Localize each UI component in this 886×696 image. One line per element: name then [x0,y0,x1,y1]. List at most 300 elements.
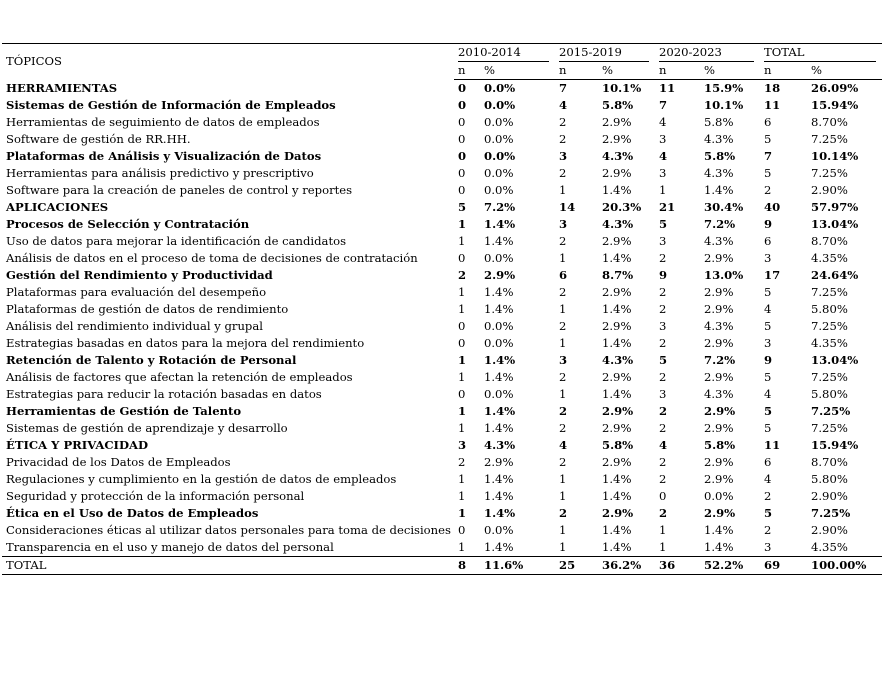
percent-cell: 1.4% [484,285,514,299]
percent-cell: 1.4% [484,234,514,248]
count-cell: 0 [458,132,466,146]
count-cell: 3 [764,336,772,350]
sub-header: n [655,62,700,80]
percent-cell: 7.2% [704,217,736,231]
count-cell: 21 [659,200,676,214]
count-cell: 7 [764,149,773,163]
count-cell: 1 [559,183,567,197]
count-cell: 4 [659,149,668,163]
row-label: Ética en el Uso de Datos de Empleados [6,506,259,520]
percent-cell: 5.80% [811,387,848,401]
percent-cell: 7.2% [704,353,736,367]
count-cell: 1 [458,506,467,520]
count-cell: 3 [559,149,568,163]
percent-cell: 2.9% [602,234,632,248]
percent-cell: 10.14% [811,149,859,163]
count-cell: 1 [559,523,567,537]
count-cell: 1 [559,489,567,503]
percent-cell: 4.3% [704,132,734,146]
percent-cell: 7.25% [811,404,851,418]
count-cell: 40 [764,200,781,214]
count-cell: 9 [764,217,773,231]
percent-cell: 15.94% [811,98,859,112]
percent-cell: 2.9% [602,370,632,384]
percent-cell: 7.25% [811,319,848,333]
count-cell: 5 [764,370,772,384]
percent-cell: 1.4% [484,370,514,384]
table-row [2,454,882,471]
count-cell: 2 [659,336,667,350]
count-cell: 2 [559,455,567,469]
count-cell: 0 [458,183,466,197]
count-cell: 2 [559,115,567,129]
percent-cell: 13.04% [811,217,859,231]
percent-cell: 2.9% [602,506,634,520]
percent-cell: 4.3% [602,217,634,231]
percent-cell: 4.3% [704,387,734,401]
count-cell: 3 [559,217,568,231]
count-cell: 7 [559,81,568,95]
count-cell: 69 [760,557,807,575]
count-cell: 2 [559,132,567,146]
percent-cell: 0.0% [484,132,514,146]
percent-cell: 2.9% [704,302,734,316]
count-cell: 2 [559,285,567,299]
percent-cell: 2.9% [602,319,632,333]
percent-cell: 1.4% [602,387,632,401]
percent-cell: 2.9% [704,421,734,435]
percent-cell: 2.9% [704,370,734,384]
count-cell: 1 [458,540,466,554]
percent-cell: 2.90% [811,489,848,503]
row-label: Software de gestión de RR.HH. [6,132,191,146]
row-label: Uso de datos para mejorar la identificación de candidatos [6,234,347,248]
percent-cell: 5.80% [811,302,848,316]
percent-cell: 13.0% [704,268,744,282]
percent-cell: 7.25% [811,370,848,384]
count-cell: 5 [764,166,772,180]
percent-cell: 0.0% [484,251,514,265]
count-cell: 2 [659,302,667,316]
percent-cell: 1.4% [602,183,632,197]
count-cell: 1 [559,302,567,316]
percent-cell: 1.4% [704,540,734,554]
table-row [2,522,882,539]
row-label: Gestión del Rendimiento y Productividad [6,268,273,282]
sub-header: n [760,62,807,80]
count-cell: 3 [659,319,667,333]
percent-cell: 26.09% [811,81,859,95]
count-cell: 11 [659,81,676,95]
percent-cell: 7.25% [811,132,848,146]
percent-cell: 2.9% [704,251,734,265]
count-cell: 0 [458,166,466,180]
row-label: Herramientas para análisis predictivo y prescriptivo [6,166,314,180]
count-cell: 0 [659,489,667,503]
count-cell: 18 [764,81,781,95]
percent-cell: 1.4% [602,336,632,350]
count-cell: 4 [659,115,667,129]
count-cell: 2 [659,506,668,520]
table-row [2,539,882,557]
percent-cell: 2.9% [602,115,632,129]
row-label: Seguridad y protección de la información personal [6,489,305,503]
percent-cell: 4.3% [704,234,734,248]
table-row [2,471,882,488]
count-cell: 3 [764,251,772,265]
count-cell: 2 [559,421,567,435]
percent-cell: 0.0% [484,115,514,129]
category-row [2,97,882,114]
percent-cell: 2.9% [704,285,734,299]
count-cell: 9 [659,268,668,282]
header-row-groups [2,44,882,63]
percent-cell: 0.0% [704,489,734,503]
count-cell: 3 [659,166,667,180]
percent-cell: 0.0% [484,183,514,197]
count-cell: 2 [559,234,567,248]
percent-cell: 2.9% [704,506,736,520]
count-cell: 0 [458,149,467,163]
category-row [2,437,882,454]
count-cell: 5 [659,353,668,367]
percent-cell: 0.0% [484,149,516,163]
count-cell: 2 [659,404,668,418]
count-cell: 1 [458,472,466,486]
count-cell: 8 [454,557,480,575]
percent-cell: 8.7% [602,268,634,282]
count-cell: 11 [764,98,781,112]
percent-cell: 20.3% [602,200,642,214]
table-row [2,165,882,182]
row-label: Sistemas de Gestión de Información de Empleados [6,98,336,112]
percent-cell: 4.3% [602,353,634,367]
table-row [2,182,882,199]
count-cell: 0 [458,319,466,333]
row-label: Software para la creación de paneles de control y reportes [6,183,353,197]
count-cell: 2 [764,523,772,537]
count-cell: 17 [764,268,781,282]
table-body [2,80,882,575]
topics-table [2,43,882,575]
count-cell: 5 [764,421,772,435]
percent-cell: 2.90% [811,523,848,537]
count-cell: 2 [659,455,667,469]
row-label: Análisis de factores que afectan la retención de empleados [6,370,353,384]
count-cell: 0 [458,387,466,401]
count-cell: 3 [659,387,667,401]
count-cell: 2 [764,183,772,197]
count-cell: 6 [559,268,568,282]
row-label: Consideraciones éticas al utilizar datos personales para toma de decisiones [6,523,451,537]
period-header-2020-2023: 2020-2023 [655,44,760,63]
row-label: ÉTICA Y PRIVACIDAD [6,438,149,452]
row-label: Retención de Talento y Rotación de Personal [6,353,297,367]
percent-cell: 0.0% [484,319,514,333]
count-cell: 1 [559,472,567,486]
row-label: Herramientas de Gestión de Talento [6,404,242,418]
count-cell: 6 [764,234,772,248]
row-label: TOTAL [2,557,454,575]
count-cell: 1 [559,251,567,265]
category-row [2,199,882,216]
percent-cell: 8.70% [811,115,848,129]
row-label: Privacidad de los Datos de Empleados [6,455,231,469]
sub-header: n [555,62,598,80]
count-cell: 5 [458,200,467,214]
percent-cell: 57.97% [811,200,859,214]
percent-cell: 0.0% [484,387,514,401]
table-row [2,369,882,386]
percent-cell: 5.8% [602,438,634,452]
percent-cell: 13.04% [811,353,859,367]
percent-cell: 30.4% [704,200,744,214]
percent-cell: 1.4% [704,523,734,537]
count-cell: 2 [559,319,567,333]
percent-cell: 15.9% [704,81,744,95]
percent-cell: 1.4% [602,540,632,554]
table-row [2,420,882,437]
percent-cell: 4.35% [811,336,848,350]
row-label: Análisis del rendimiento individual y grupal [6,319,263,333]
sub-header: % [480,62,555,80]
percent-cell: 100.00% [807,557,882,575]
count-cell: 2 [659,285,667,299]
count-cell: 1 [659,540,667,554]
sub-header: % [807,62,882,80]
count-cell: 5 [764,132,772,146]
percent-cell: 0.0% [484,336,514,350]
percent-cell: 4.3% [602,149,634,163]
percent-cell: 1.4% [484,489,514,503]
percent-cell: 11.6% [480,557,555,575]
category-row [2,80,882,98]
percent-cell: 7.25% [811,285,848,299]
count-cell: 3 [659,132,667,146]
count-cell: 1 [458,404,467,418]
count-cell: 1 [458,370,466,384]
percent-cell: 52.2% [700,557,760,575]
table-row [2,335,882,352]
count-cell: 2 [659,251,667,265]
percent-cell: 2.9% [602,166,632,180]
count-cell: 4 [559,98,568,112]
count-cell: 5 [764,404,773,418]
table-row [2,284,882,301]
count-cell: 5 [764,285,772,299]
percent-cell: 1.4% [484,506,516,520]
percent-cell: 2.9% [484,455,514,469]
count-cell: 4 [559,438,568,452]
percent-cell: 1.4% [484,302,514,316]
percent-cell: 2.9% [704,455,734,469]
percent-cell: 1.4% [484,353,516,367]
count-cell: 2 [559,506,568,520]
percent-cell: 1.4% [484,421,514,435]
count-cell: 5 [764,506,773,520]
count-cell: 2 [559,166,567,180]
count-cell: 2 [559,370,567,384]
percent-cell: 1.4% [602,472,632,486]
count-cell: 1 [659,183,667,197]
count-cell: 2 [559,404,568,418]
count-cell: 0 [458,523,466,537]
category-row [2,267,882,284]
count-cell: 25 [555,557,598,575]
percent-cell: 4.3% [704,166,734,180]
count-cell: 3 [458,438,467,452]
sub-header: % [598,62,655,80]
percent-cell: 1.4% [602,251,632,265]
row-label: Plataformas para evaluación del desempeño [6,285,267,299]
row-label: Transparencia en el uso y manejo de datos del personal [6,540,334,554]
percent-cell: 8.70% [811,455,848,469]
category-row [2,216,882,233]
percent-cell: 2.9% [704,336,734,350]
percent-cell: 7.25% [811,506,851,520]
count-cell: 1 [659,523,667,537]
table-row [2,114,882,131]
percent-cell: 0.0% [484,98,516,112]
category-row [2,148,882,165]
count-cell: 4 [659,438,668,452]
count-cell: 36 [655,557,700,575]
percent-cell: 5.8% [704,115,734,129]
count-cell: 1 [458,217,467,231]
percent-cell: 2.9% [602,455,632,469]
count-cell: 1 [458,489,466,503]
count-cell: 3 [659,234,667,248]
row-label: Estrategias para reducir la rotación basadas en datos [6,387,322,401]
count-cell: 5 [659,217,668,231]
count-cell: 1 [458,302,466,316]
count-cell: 11 [764,438,781,452]
count-cell: 4 [764,302,772,316]
percent-cell: 10.1% [704,98,744,112]
row-label: Estrategias basadas en datos para la mejora del rendimiento [6,336,365,350]
count-cell: 0 [458,251,466,265]
percent-cell: 2.9% [602,132,632,146]
count-cell: 9 [764,353,773,367]
count-cell: 1 [559,336,567,350]
count-cell: 1 [458,421,466,435]
row-label: Plataformas de Análisis y Visualización de Datos [6,149,322,163]
total-row [2,557,882,575]
percent-cell: 5.8% [704,438,736,452]
count-cell: 6 [764,455,772,469]
period-header-total: TOTAL [760,44,882,63]
topics-header: TÓPICOS [2,44,454,80]
percent-cell: 5.8% [602,98,634,112]
count-cell: 5 [764,319,772,333]
table-row [2,250,882,267]
table-row [2,301,882,318]
percent-cell: 1.4% [602,489,632,503]
percent-cell: 5.8% [704,149,736,163]
percent-cell: 5.80% [811,472,848,486]
percent-cell: 2.9% [704,472,734,486]
row-label: Herramientas de seguimiento de datos de empleados [6,115,320,129]
percent-cell: 7.25% [811,421,848,435]
percent-cell: 1.4% [602,302,632,316]
percent-cell: 2.90% [811,183,848,197]
table-row [2,488,882,505]
percent-cell: 4.35% [811,540,848,554]
count-cell: 1 [458,285,466,299]
row-label: Procesos de Selección y Contratación [6,217,250,231]
percent-cell: 1.4% [484,217,516,231]
count-cell: 0 [458,336,466,350]
count-cell: 2 [659,472,667,486]
table-row [2,233,882,250]
percent-cell: 0.0% [484,81,516,95]
count-cell: 2 [659,421,667,435]
percent-cell: 10.1% [602,81,642,95]
row-label: Regulaciones y cumplimiento en la gestión de datos de empleados [6,472,397,486]
count-cell: 6 [764,115,772,129]
percent-cell: 2.9% [704,404,736,418]
count-cell: 0 [458,98,467,112]
count-cell: 2 [458,455,466,469]
row-label: Sistemas de gestión de aprendizaje y desarrollo [6,421,288,435]
category-row [2,403,882,420]
count-cell: 1 [458,234,466,248]
count-cell: 4 [764,472,772,486]
percent-cell: 1.4% [484,540,514,554]
category-row [2,352,882,369]
table-row [2,318,882,335]
count-cell: 4 [764,387,772,401]
percent-cell: 2.9% [602,421,632,435]
sub-header: n [454,62,480,80]
percent-cell: 1.4% [484,404,516,418]
percent-cell: 7.2% [484,200,516,214]
row-label: HERRAMIENTAS [6,81,118,95]
row-label: APLICACIONES [6,200,109,214]
count-cell: 14 [559,200,576,214]
count-cell: 7 [659,98,668,112]
row-label: Plataformas de gestión de datos de rendimiento [6,302,289,316]
count-cell: 3 [764,540,772,554]
row-label: Análisis de datos en el proceso de toma de decisiones de contratación [6,251,418,265]
percent-cell: 24.64% [811,268,859,282]
percent-cell: 0.0% [484,166,514,180]
table-row [2,386,882,403]
period-header-2010-2014: 2010-2014 [454,44,555,63]
count-cell: 2 [659,370,667,384]
count-cell: 0 [458,81,467,95]
percent-cell: 4.3% [484,438,516,452]
percent-cell: 7.25% [811,166,848,180]
count-cell: 3 [559,353,568,367]
count-cell: 2 [764,489,772,503]
count-cell: 2 [458,268,467,282]
table-row [2,131,882,148]
percent-cell: 2.9% [602,404,634,418]
sub-header: % [700,62,760,80]
count-cell: 1 [559,387,567,401]
percent-cell: 36.2% [598,557,655,575]
percent-cell: 4.3% [704,319,734,333]
count-cell: 1 [559,540,567,554]
percent-cell: 8.70% [811,234,848,248]
percent-cell: 1.4% [484,472,514,486]
percent-cell: 1.4% [704,183,734,197]
period-header-2015-2019: 2015-2019 [555,44,655,63]
percent-cell: 1.4% [602,523,632,537]
percent-cell: 15.94% [811,438,859,452]
category-row [2,505,882,522]
